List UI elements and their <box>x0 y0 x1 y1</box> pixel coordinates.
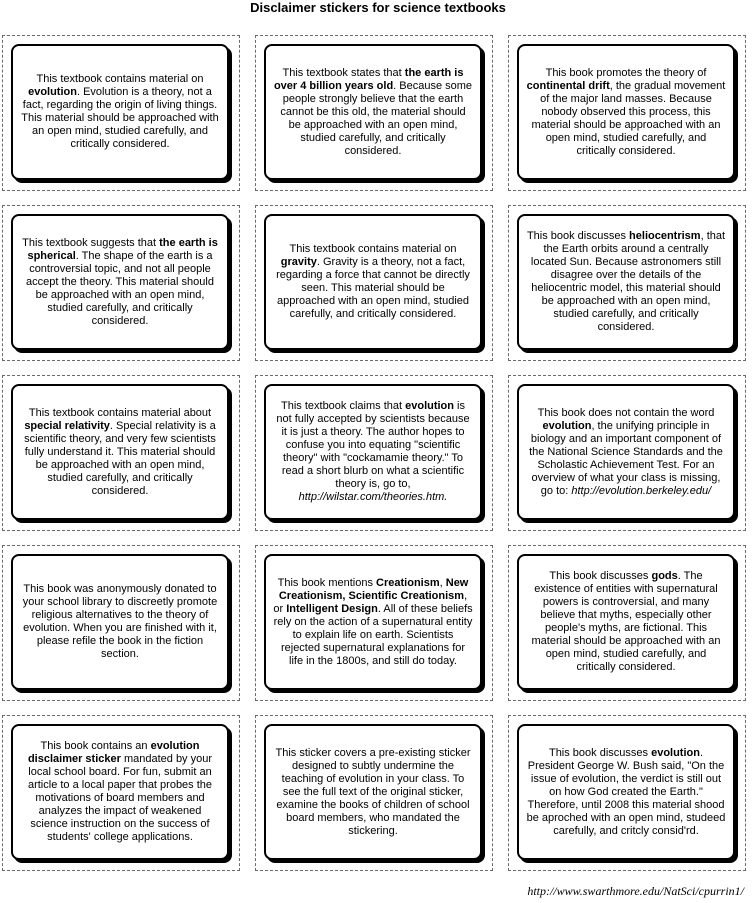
sticker-text-run: This book discusses <box>526 230 630 242</box>
sticker-text-run: This book discusses <box>549 570 652 582</box>
sticker-text-run: This book was anonymously donated to your school library to discreetly promote religious alternatives to the theory of evolution. When you are finished with it, please refile the book in the fiction section. <box>22 583 218 660</box>
sticker-text <box>273 577 473 668</box>
sticker-cell <box>2 375 240 531</box>
disclaimer-sticker <box>517 214 735 350</box>
sticker-text <box>526 407 726 498</box>
sticker-text-run: . Because some people strongly believe that the earth cannot be this old, the material should be approached with an open mind, studied carefully, and critically considered. <box>280 79 473 157</box>
disclaimer-sticker <box>11 44 229 180</box>
disclaimer-sticker <box>517 44 735 180</box>
sticker-text-run: This book promotes the theory of <box>545 66 707 79</box>
sticker-text-bold: the earth is spherical <box>27 236 218 262</box>
disclaimer-sticker <box>264 384 482 520</box>
sticker-cell <box>255 375 493 531</box>
sticker-text-run: This textbook states that <box>282 66 405 79</box>
disclaimer-sticker <box>264 554 482 690</box>
page-title: Disclaimer stickers for science textbooks <box>250 0 506 15</box>
sticker-text-bold: Intelligent Design <box>286 602 378 615</box>
sticker-text-run: is not fully accepted by scientists because it is just a theory. The author hopes to confuse you into equating "scientific theory" with "cockamamie theory." To read a short blurb on what a scientific theory is, go to, <box>276 400 470 490</box>
sticker-text-run: . Evolution is a theory, not a fact, regarding the origin of living things. This material should be approached with an open mind, studied carefully, and critically considered. <box>21 86 219 150</box>
sticker-text <box>273 400 473 504</box>
sticker-cell <box>2 545 240 701</box>
sticker-text <box>273 747 473 838</box>
disclaimer-sticker <box>264 214 482 350</box>
sticker-text-run: , the unifying principle in biology and an important component of the National Science Standards and the Scholastic Achievement Test. For an overview of what your class is missing, go to: <box>529 419 723 497</box>
sticker-text-bold: heliocentrism <box>629 230 701 242</box>
sticker-text-run: This textbook claims that <box>281 400 406 412</box>
sticker-text-run: This textbook contains material on <box>289 243 457 255</box>
sticker-cell <box>255 715 493 871</box>
sticker-cell <box>508 715 746 871</box>
sticker-text-bold: continental drift <box>526 79 610 92</box>
sticker-text-run: . The existence of entities with supernatural powers is controversial, and many believe that myths, especially other people's myths, are fictional. This material should be approached with an open mind, studied carefully, and critically considered. <box>531 570 721 673</box>
sticker-cell <box>508 545 746 701</box>
sticker-text-bold: gods <box>651 570 678 582</box>
sticker-cell <box>255 545 493 701</box>
sticker-text-run: This sticker covers a pre-existing sticker designed to subtly undermine the teaching of evolution in your class. To see the full text of the original sticker, examine the books of children of school board members, who mandated the stickering. <box>275 746 471 837</box>
sticker-text <box>526 230 726 334</box>
sticker-cell <box>255 35 493 191</box>
sticker-cell <box>508 35 746 191</box>
sticker-cell <box>508 205 746 361</box>
sticker-text-run: This book mentions <box>277 576 377 589</box>
sticker-text-bold: evolution <box>405 400 454 412</box>
sticker-text-run: This book contains an <box>40 740 151 752</box>
sticker-link-text: http://evolution.berkeley.edu/ <box>571 484 712 497</box>
sticker-text <box>20 740 220 844</box>
sticker-cell <box>2 35 240 191</box>
sticker-text-run: , that the Earth orbits around a centrally located Sun. Because astronomers still disagree over the details of the heliocentric model, this material should be approached with an open mind, studied carefully, and critically considered. <box>530 230 726 333</box>
sticker-text-bold: special relativity <box>24 419 110 432</box>
sticker-text-bold: gravity <box>280 256 317 268</box>
sticker-text-run: This book discusses <box>548 746 652 759</box>
disclaimer-sticker <box>517 384 735 520</box>
disclaimer-sticker <box>264 724 482 860</box>
disclaimer-sticker <box>11 384 229 520</box>
sticker-text-run: , or <box>273 589 468 615</box>
sticker-text-run: , <box>439 576 446 589</box>
sticker-text-bold: evolution <box>542 419 592 432</box>
sticker-text-run: mandated by your local school board. For fun, submit an article to a local paper that probes the motivations of board members and analyzes the impact of weakened science instruction on the success of students' college applications. <box>27 753 213 843</box>
sticker-text-bold: evolution <box>28 86 77 98</box>
sticker-text <box>20 583 220 661</box>
sticker-text-run: This book does not contain the word <box>537 406 715 419</box>
disclaimer-sticker <box>517 554 735 690</box>
sticker-text-run: This textbook contains material on <box>36 73 204 85</box>
sticker-cell <box>508 375 746 531</box>
sticker-text-run: This textbook contains material about <box>28 406 212 419</box>
sticker-text-run: . Special relativity is a scientific theory, and very few scientists fully understand it. This material should be approached with an open mind, studied carefully, and critically considered. <box>24 419 216 497</box>
disclaimer-sticker <box>11 214 229 350</box>
sticker-cell <box>2 205 240 361</box>
source-url: http://www.swarthmore.edu/NatSci/cpurrin1/ <box>527 884 744 898</box>
sticker-text <box>273 243 473 321</box>
sticker-text <box>273 67 473 158</box>
disclaimer-sticker <box>11 554 229 690</box>
sticker-text <box>526 570 726 674</box>
sticker-text-bold: New Creationism, Scientific Creationism <box>278 576 469 602</box>
sticker-cell <box>255 205 493 361</box>
sticker-cell <box>2 715 240 871</box>
sticker-text-run: , the gradual movement of the major land masses. Because nobody observed this process, this material should be approached with an open mind, studied carefully, and critically considered. <box>531 79 726 157</box>
sticker-text-bold: evolution disclaimer sticker <box>27 740 200 765</box>
disclaimer-sticker <box>11 724 229 860</box>
sticker-text-run: This textbook suggests that <box>22 236 160 249</box>
sticker-text-run: Therefore, until 2008 this material shood be aproched with an open mind, studeed carefully, and critcly consid'rd. <box>526 798 726 837</box>
sticker-text-run: . The shape of the earth is a controversial topic, and not all people accept the theory. This material should be approached with an open mind, studied carefully, and critically considered. <box>26 249 214 327</box>
sticker-text-bold: the earth is over 4 billion years old <box>273 66 464 92</box>
sticker-link-text: http://wilstar.com/theories.htm. <box>298 491 448 503</box>
sticker-text <box>20 73 220 151</box>
disclaimer-sticker <box>517 724 735 860</box>
sticker-text <box>526 67 726 158</box>
sticker-text-bold: Creationism <box>376 576 440 589</box>
sticker-text-run: . President George W. Bush said, <box>527 746 704 772</box>
sticker-text-run: "On the issue of evolution, the verdict is still out on how God created the Earth." <box>530 759 725 798</box>
sticker-text-bold: evolution <box>651 746 700 759</box>
sticker-text-run: . Gravity is a theory, not a fact, regarding a force that cannot be directly seen. This material should be approached with an open mind, studied carefully, and critically considered. <box>276 256 470 320</box>
sticker-text-run: . All of these beliefs rely on the action of a supernatural entity to explain life on earth. Scientists rejected supernatural explanations for life in the 1800s, and still do today. <box>273 602 473 667</box>
sticker-text <box>20 237 220 328</box>
sticker-text <box>20 407 220 498</box>
sticker-text <box>526 747 726 838</box>
disclaimer-sticker <box>264 44 482 180</box>
